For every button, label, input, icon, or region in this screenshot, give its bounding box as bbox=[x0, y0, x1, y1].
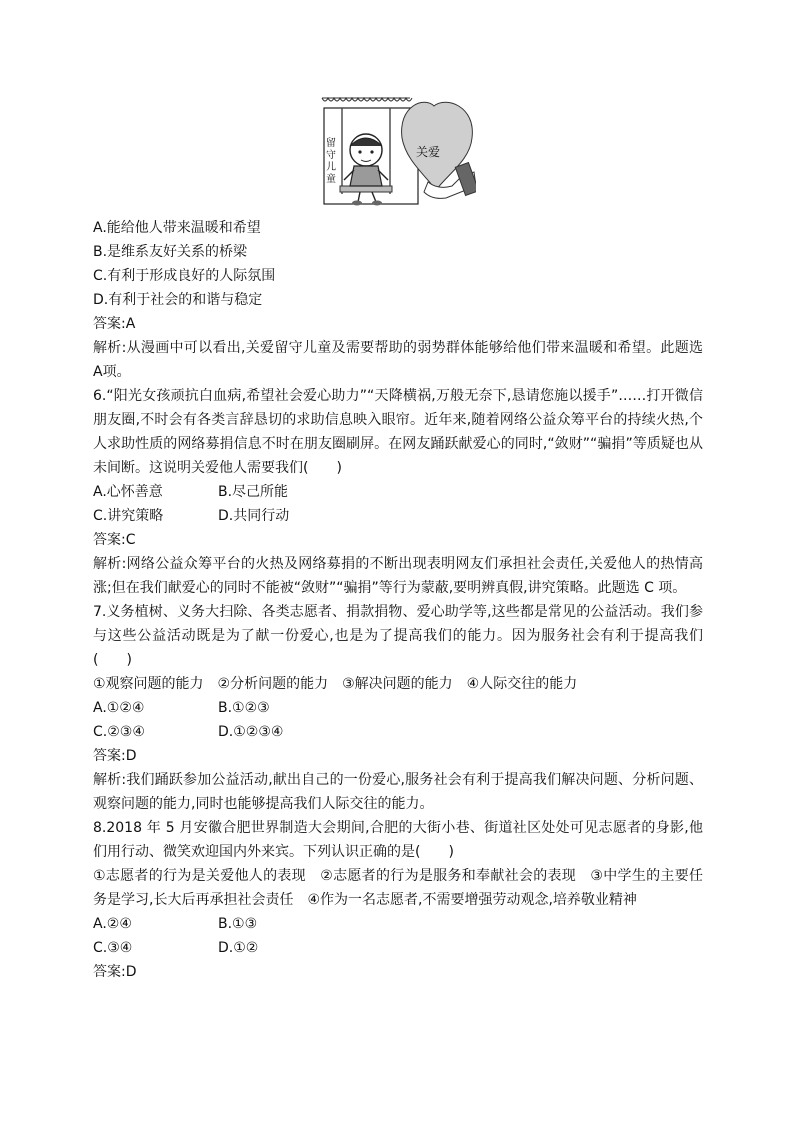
q7-stem: 7.义务植树、义务大扫除、各类志愿者、捐款捐物、爱心助学等,这些都是常见的公益活动。我们参与这些公益活动既是为了献一份爱心,也是为了提高我们的能力。因为服务社会有利于提高我们( ) bbox=[93, 604, 703, 668]
fringe-decoration bbox=[322, 98, 412, 101]
q8-option-c: C.③④ bbox=[93, 940, 133, 956]
q5-option-c: C.有利于形成良好的人际氛围 bbox=[93, 268, 276, 284]
question-content bbox=[93, 216, 703, 984]
q8-option-d: D.①② bbox=[218, 940, 259, 956]
side-label-char-1: 留 bbox=[326, 138, 336, 149]
q5-analysis: 解析:从漫画中可以看出,关爱留守儿童及需要帮助的弱势群体能够给他们带来温暖和希望。此题选 A项。 bbox=[93, 340, 703, 380]
left-behind-children-cartoon bbox=[320, 94, 476, 206]
q7-analysis: 解析:我们踊跃参加公益活动,献出自己的一份爱心,服务社会有利于提高我们解决问题、分析问题、观察问题的能力,同时也能够提高我们人际交往的能力。 bbox=[93, 772, 703, 812]
q5-option-b: B.是维系友好关系的桥梁 bbox=[93, 244, 248, 260]
side-label-char-2: 守 bbox=[326, 150, 336, 161]
q8-option-a: A.②④ bbox=[93, 916, 132, 932]
q7-option-b: B.①②③ bbox=[218, 700, 270, 716]
q8-options-row-2 bbox=[93, 936, 703, 960]
q6-options-row-2 bbox=[93, 504, 703, 528]
q7-option-a: A.①②④ bbox=[93, 700, 145, 716]
q8-stem: 8.2018 年 5 月安徽合肥世界制造大会期间,合肥的大街小巷、街道社区处处可见志愿者的身影,他们用行动、微笑欢迎国内外来宾。下列认识正确的是( ) bbox=[93, 820, 703, 860]
q6-answer: 答案:C bbox=[93, 532, 136, 548]
q5-option-a: A.能给他人带来温暖和希望 bbox=[93, 220, 261, 236]
q6-stem: 6.“阳光女孩顽抗白血病,希望社会爱心助力”“天降横祸,万般无奈下,恳请您施以援手”……打开微信朋友圈,不时会有各类言辞恳切的求助信息映入眼帘。近年来,随着网络公益众筹平台的持续火热,个人求助性质的网络募捐信息不时在朋友圈刷屏。在网友踊跃献爱心的同时,“敛财”“骗捐”等质疑也从未间断。这说明关爱他人需要我们( ) bbox=[93, 388, 703, 476]
q7-options-row-2 bbox=[93, 720, 703, 744]
q6-option-d: D.共同行动 bbox=[218, 508, 290, 524]
side-label-char-4: 童 bbox=[326, 174, 336, 185]
side-label-char-3: 儿 bbox=[326, 162, 336, 173]
q6-analysis: 解析:网络公益众筹平台的火热及网络募捐的不断出现表明网友们承担社会责任,关爱他人的热情高涨;但在我们献爱心的同时不能被“敛财”“骗捐”等行为蒙蔽,要明辨真假,讲究策略。此题选 C 项。 bbox=[93, 556, 703, 596]
q6-option-b: B.尽己所能 bbox=[218, 484, 289, 500]
q5-answer: 答案:A bbox=[93, 316, 136, 332]
q7-option-d: D.①②③④ bbox=[218, 724, 284, 740]
q8-options-row-1 bbox=[93, 912, 703, 936]
q7-items: ①观察问题的能力 ②分析问题的能力 ③解决问题的能力 ④人际交往的能力 bbox=[93, 676, 578, 692]
q6-option-a: A.心怀善意 bbox=[93, 484, 163, 500]
q6-options-row-1 bbox=[93, 480, 703, 504]
q8-items: ①志愿者的行为是关爱他人的表现 ②志愿者的行为是服务和奉献社会的表现 ③中学生的主要任务是学习,长大后再承担社会责任 ④作为一名志愿者,不需要增强劳动观念,培养敬业精神 bbox=[93, 868, 703, 908]
q8-option-b: B.①③ bbox=[218, 916, 258, 932]
q7-answer: 答案:D bbox=[93, 748, 137, 764]
q5-option-d: D.有利于社会的和谐与稳定 bbox=[93, 292, 263, 308]
q7-option-c: C.②③④ bbox=[93, 724, 145, 740]
q6-option-c: C.讲究策略 bbox=[93, 508, 164, 524]
q8-answer: 答案:D bbox=[93, 964, 137, 980]
side-label bbox=[326, 136, 336, 185]
q7-options-row-1 bbox=[93, 696, 703, 720]
heart-text: 关爱 bbox=[416, 145, 441, 159]
